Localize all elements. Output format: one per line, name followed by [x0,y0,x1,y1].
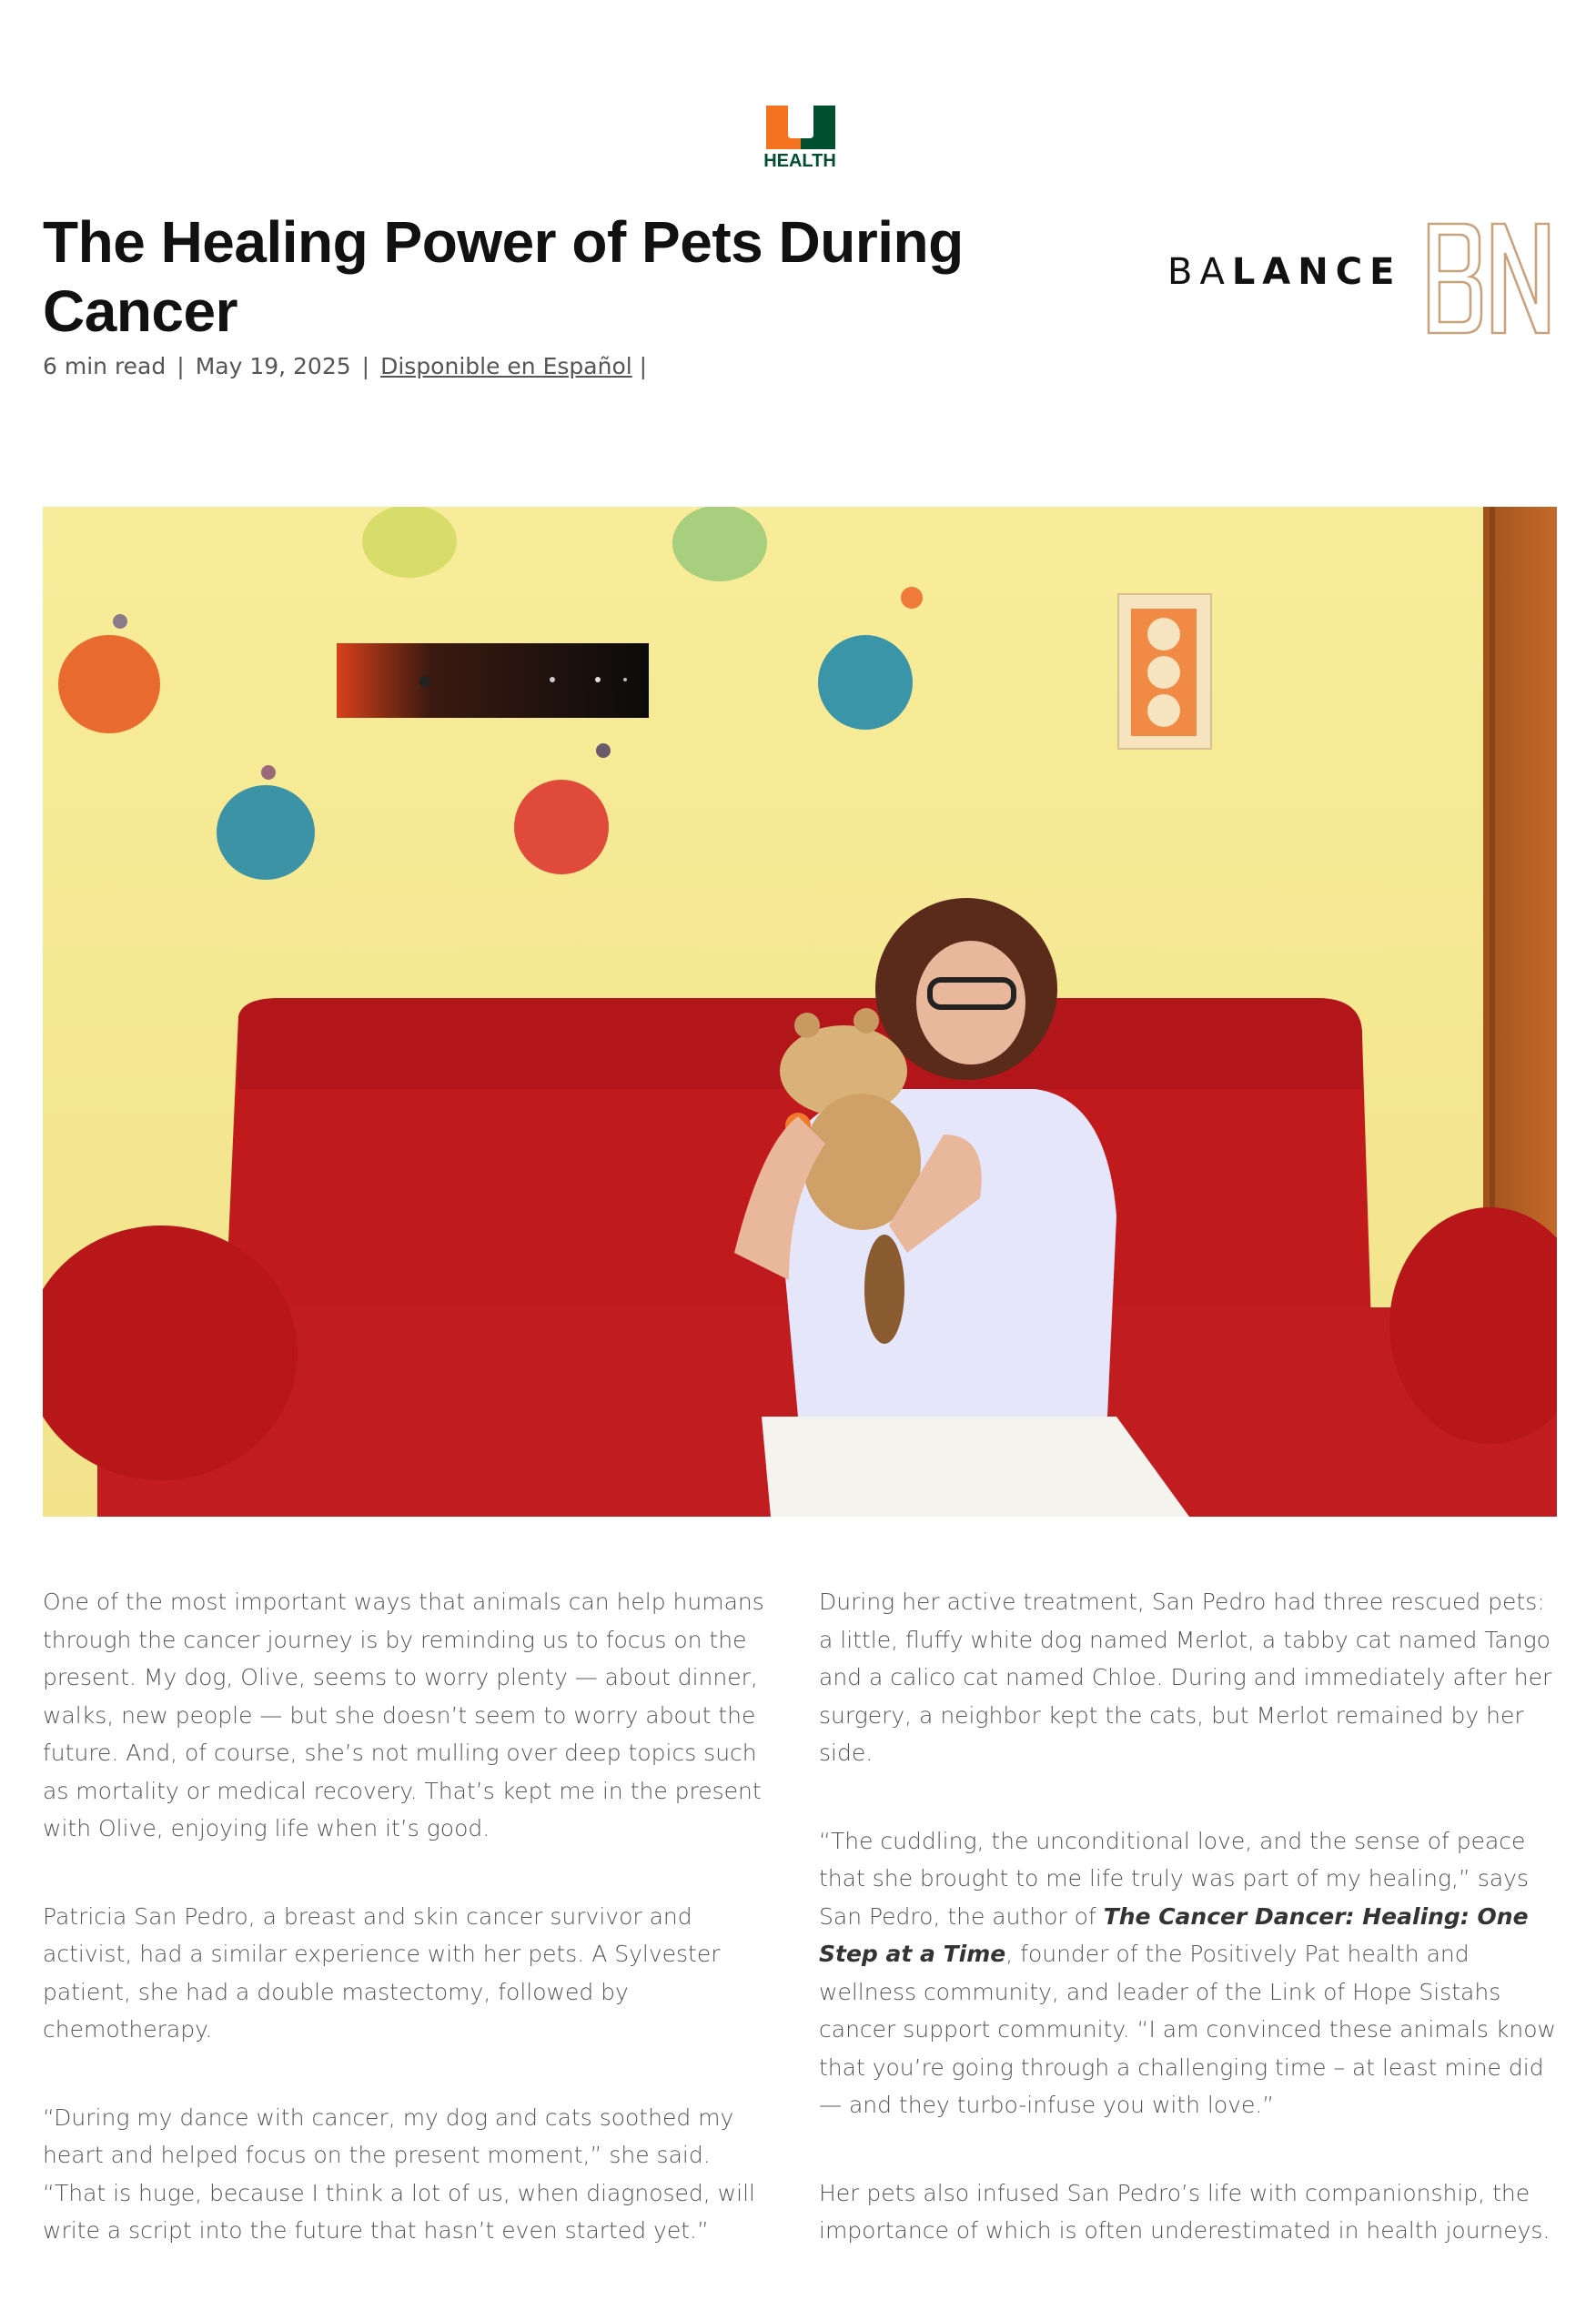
balance-light-text: BA [1167,251,1232,293]
logo-health-text: HEALTH [763,151,836,171]
meta-separator: | [631,353,648,379]
meta-separator: | [361,353,370,379]
book-title: The Cancer Dancer: Healing: One Step at a Time [819,1902,1529,1967]
balance-brand [1167,251,1401,293]
article-title: The Healing Power of Pets During Cancer [43,209,964,344]
paragraph: During her active treatment, San Pedro had three rescued pets: a little, fluffy white dog named Merlot, a tabby cat named Tango and a calico cat named Chloe. During and immediately after her surgery, a neighbor kept the cats, but Merlot remained by her side. [819,1589,1552,1766]
article-body-right-column [819,1583,1556,2300]
publish-date: May 19, 2025 [195,353,351,379]
spanish-version-link[interactable]: Disponible en Español [380,353,632,379]
read-time: 6 min read [43,353,167,379]
paragraph-with-book-title [819,1822,1556,2124]
balance-bold-text: LANCE [1231,251,1402,293]
paragraph: One of the most important ways that animals can help humans through the cancer journey is by reminding us to focus on the present. My dog, Olive, seems to worry plenty — about dinner, walks, new people — but she doesn’t seem to worry about the future. And, of course, she’s not mulling over deep topics such as mortality or medical recovery. That’s kept me in the present with Olive, enjoying life when it’s good. [43,1589,764,1841]
paragraph-text: , founder of the Positively Pat health and wellness community, and leader of the Link of Hope Sistahs cancer support community. “I am convinced these animals know that you’re going through a challenging time – at least mine did — and they turbo-infuse you with love.” [819,1941,1556,2118]
paragraph: Patricia San Pedro, a breast and skin cancer survivor and activist, had a similar experience with her pets. A Sylvester patient, she had a double mastectomy, followed by chemotherapy. [43,1902,721,2043]
meta-separator: | [177,353,185,379]
u-logo-icon [766,106,835,149]
paragraph: Her pets also infused San Pedro’s life with companionship, the importance of which is often underestimated in health journeys. [819,2179,1551,2244]
hero-photo-illustration [43,507,1557,1517]
article-body-left-column [43,1583,780,2300]
article-meta [43,353,647,379]
uhealth-logo[interactable] [763,102,837,175]
bn-monogram-logo [1425,220,1552,337]
paragraph-text: “The cuddling, the unconditional love, and the sense of peace that she brought to me life truly was part of my healing,” says San Pedro, the author of [819,1827,1529,1930]
paragraph: “During my dance with cancer, my dog and cats soothed my heart and helped focus on the present moment,” she said. “That is huge, because I think a lot of us, when diagnosed, will write a script into the future that hasn’t even started yet.” [43,2103,755,2244]
hero-photo [43,507,1557,1517]
